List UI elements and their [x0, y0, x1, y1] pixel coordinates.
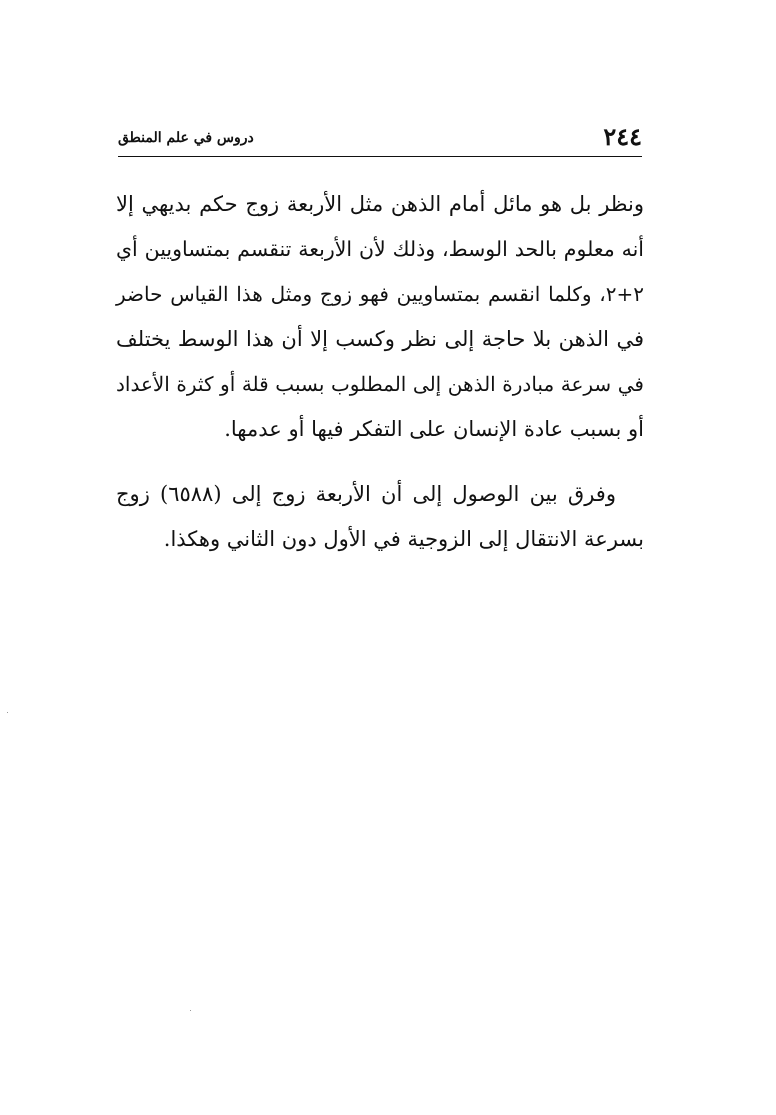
text-line: ونظر بل هو مائل أمام الذهن مثل الأربعة زوج حكم بديهي إلا: [116, 192, 644, 216]
scan-speck: [190, 1010, 191, 1011]
text-line: ٢+٢، وكلما انقسم بمتساويين فهو زوج ومثل هذا القياس حاضر: [116, 282, 644, 306]
paragraph-1: [116, 182, 644, 452]
text-line: بسرعة الانتقال إلى الزوجية في الأول دون الثاني وهكذا.: [163, 527, 644, 551]
page-number: ٢٤٤: [603, 122, 642, 151]
body-text: [116, 182, 644, 562]
scan-speck: [7, 712, 8, 713]
page-header: [118, 120, 642, 157]
text-line: أو بسبب عادة الإنسان على التفكر فيها أو عدمها.: [224, 417, 644, 441]
paragraph-2: [116, 472, 644, 562]
text-line: وفرق بين الوصول إلى أن الأربعة زوج إلى (٦٥٨٨) زوج: [116, 482, 616, 506]
running-title: دروس في علم المنطق: [118, 130, 254, 146]
text-line: في الذهن بلا حاجة إلى نظر وكسب إلا أن هذا الوسط يختلف: [116, 327, 644, 351]
text-line: أنه معلوم بالحد الوسط، وذلك لأن الأربعة تنقسم بمتساويين أي: [116, 237, 644, 261]
text-line: في سرعة مبادرة الذهن إلى المطلوب بسبب قلة أو كثرة الأعداد: [116, 372, 644, 396]
